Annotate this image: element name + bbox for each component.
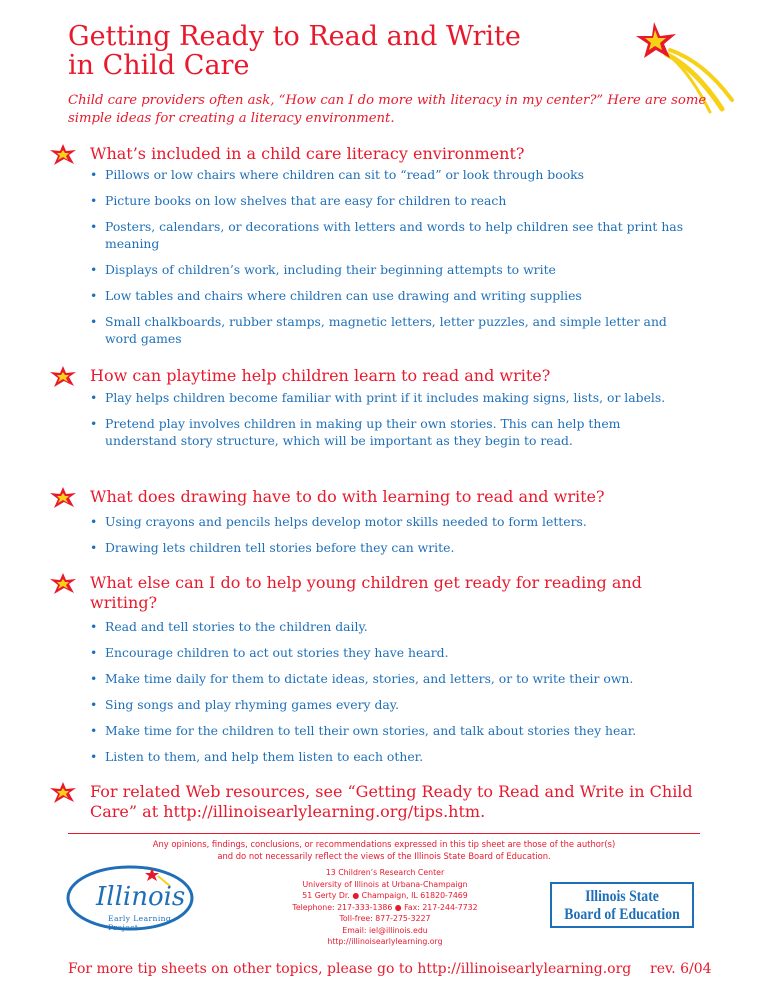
section-heading: What else can I do to help young children get ready for reading and writing? <box>90 573 642 612</box>
section-heading: What’s included in a child care literacy environment? <box>90 144 525 163</box>
isbe-line-1: Illinois State <box>585 888 659 905</box>
email-line: Email: iel@illinois.edu <box>342 925 428 935</box>
section-heading: How can playtime help children learn to read and write? <box>90 366 551 385</box>
disclaimer-line-2: and do not necessarily reflect the views of the Illinois State Board of Education. <box>217 851 551 861</box>
footer-text: For more tip sheets on other topics, please go to http://illinoisearlylearning.org <box>68 961 632 977</box>
bullet-list <box>90 389 690 449</box>
address-line: 13 Children’s Research Center <box>325 868 445 877</box>
bullet-list <box>90 618 690 765</box>
star-bullet-icon <box>48 144 78 166</box>
list-item: • Small chalkboards, rubber stamps, magnetic letters, letter puzzles, and simple letter and word games <box>90 313 690 347</box>
disclaimer <box>100 838 668 862</box>
list-item: • Posters, calendars, or decorations with letters and words to help children see that print has meaning <box>90 218 690 252</box>
revision-date: rev. 6/04 <box>650 961 712 977</box>
list-item: • Encourage children to act out stories they have heard. <box>90 644 690 661</box>
list-item: • Listen to them, and help them listen to each other. <box>90 748 690 765</box>
logo-subtitle: Early Learning Project <box>108 914 172 932</box>
address-line: Toll-free: 877-275-3227 <box>339 914 431 923</box>
star-bullet-icon <box>48 573 78 595</box>
list-item: • Make time daily for them to dictate ideas, stories, and letters, or to write their own. <box>90 670 690 687</box>
list-item: • Displays of children’s work, including their beginning attempts to write <box>90 261 690 278</box>
intro-paragraph: Child care providers often ask, “How can I do more with literacy in my center?” Here are some simple ideas for creating a literacy environment. <box>68 93 707 126</box>
list-item: • Make time for the children to tell their own stories, and talk about stories they hear. <box>90 722 690 739</box>
list-item: • Sing songs and play rhyming games every day. <box>90 696 690 713</box>
web-resources-text: For related Web resources, see “Getting Ready to Read and Write in Child Care” at http://illinoisearlylearning.org/tips.htm. <box>90 782 693 821</box>
address-line: University of Illinois at Urbana-Champaign <box>302 879 468 889</box>
section-heading: What does drawing have to do with learning to read and write? <box>90 487 605 506</box>
star-bullet-icon <box>48 487 78 509</box>
address-line: Telephone: 217-333-1386 ● Fax: 217-244-7732 <box>292 902 478 912</box>
bullet-list <box>90 513 690 556</box>
page-title <box>68 22 588 80</box>
star-bullet-icon <box>48 366 78 388</box>
disclaimer-line-1: Any opinions, findings, conclusions, or recommendations expressed in this tip sheet are those of the author(s) <box>152 839 616 849</box>
bullet-list <box>90 166 690 347</box>
list-item: • Picture books on low shelves that are easy for children to reach <box>90 192 690 209</box>
isbe-line-2: Board of Education <box>564 906 680 923</box>
list-item: • Pillows or low chairs where children can sit to “read” or look through books <box>90 166 690 183</box>
website-line: http://illinoisearlylearning.org <box>327 937 443 946</box>
title-line-1: Getting Ready to Read and Write <box>68 21 521 52</box>
list-item: • Pretend play involves children in making up their own stories. This can help them understand story structure, which will be important as they begin to read. <box>90 415 690 449</box>
list-item: • Low tables and chairs where children can use drawing and writing supplies <box>90 287 690 304</box>
list-item: • Drawing lets children tell stories before they can write. <box>90 539 690 556</box>
address-line: 51 Gerty Dr. ● Champaign, IL 61820-7469 <box>302 891 468 900</box>
footer-divider <box>68 833 700 834</box>
logo-word: Illinois <box>96 882 186 912</box>
contact-address <box>270 867 500 948</box>
star-bullet-icon <box>48 782 78 804</box>
list-item: • Using crayons and pencils helps develop motor skills needed to form letters. <box>90 513 690 530</box>
title-line-2: in Child Care <box>68 50 250 81</box>
list-item: • Read and tell stories to the children daily. <box>90 618 690 635</box>
list-item: • Play helps children become familiar with print if it includes making signs, lists, or labels. <box>90 389 690 406</box>
iel-logo <box>66 864 201 932</box>
isbe-logo <box>550 882 694 928</box>
